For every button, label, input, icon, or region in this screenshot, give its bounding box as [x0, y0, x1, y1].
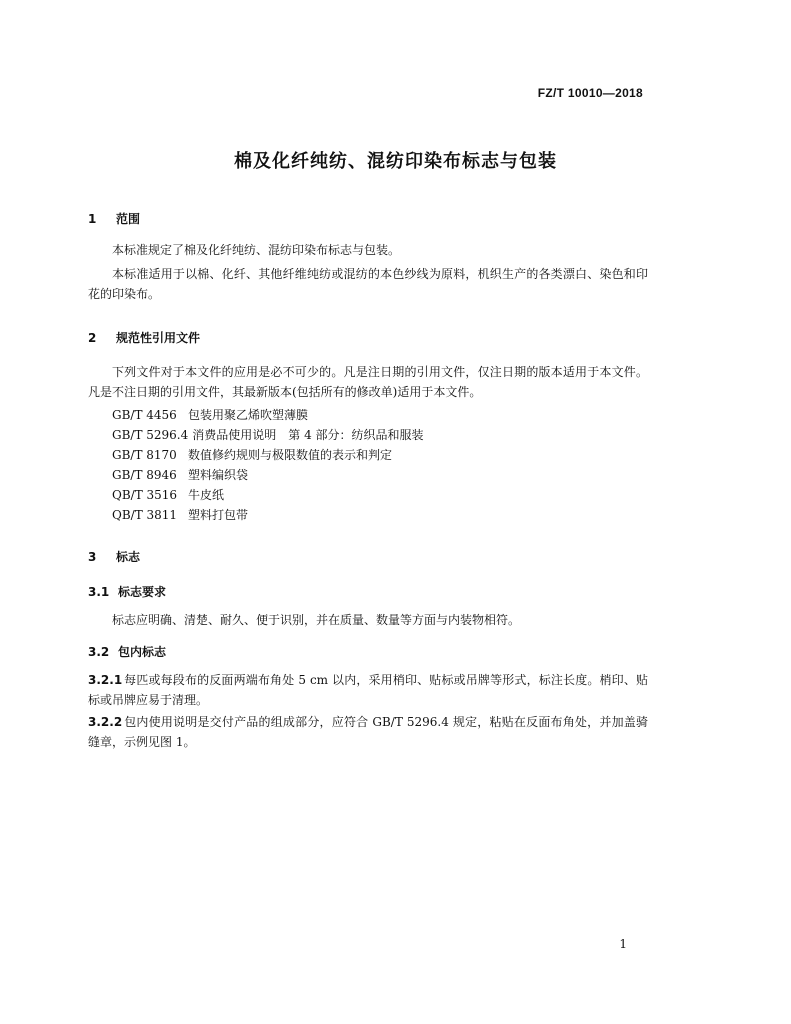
reference-item [112, 425, 424, 445]
reference-title: 数值修约规则与极限数值的表示和判定 [188, 448, 393, 462]
clause-text: 包内使用说明是交付产品的组成部分，应符合 GB/T 5296.4 规定，粘贴在反面布角处，并加盖骑缝章，示例见图 1。 [88, 715, 648, 749]
clause-number: 3.2.1 [88, 673, 123, 687]
reference-title: 包装用聚乙烯吹塑薄膜 [188, 408, 309, 422]
reference-item [112, 505, 424, 525]
document-code: FZ/T 10010—2018 [537, 86, 643, 100]
section-number: 1 [88, 212, 97, 226]
reference-item [112, 445, 424, 465]
reference-code: GB/T 4456 [112, 408, 177, 422]
reference-title: 塑料编织袋 [188, 468, 249, 482]
reference-title: 塑料打包带 [188, 508, 249, 522]
reference-code: GB/T 8170 [112, 448, 177, 462]
clause-3-2-1 [88, 670, 648, 710]
section-3-1-paragraph: 标志应明确、清楚、耐久、便于识别，并在质量、数量等方面与内装物相符。 [112, 613, 521, 627]
section-3-1-heading [88, 583, 166, 600]
reference-item [112, 405, 424, 425]
section-title: 包内标志 [118, 645, 167, 659]
reference-code: QB/T 3516 [112, 488, 178, 502]
section-number: 3.1 [88, 585, 110, 599]
reference-item [112, 485, 424, 505]
clause-number: 3.2.2 [88, 715, 123, 729]
section-1-paragraph-2: 本标准适用于以棉、化纤、其他纤维纯纺或混纺的本色纱线为原料，机织生产的各类漂白、染色和印花的印染布。 [88, 267, 648, 301]
section-number: 3.2 [88, 645, 110, 659]
document-title: 棉及化纤纯纺、混纺印染布标志与包装 [234, 151, 557, 172]
section-number: 3 [88, 550, 97, 564]
reference-title: 牛皮纸 [188, 488, 225, 502]
clause-3-2-2 [88, 712, 648, 752]
reference-item [112, 465, 424, 485]
section-number: 2 [88, 331, 97, 345]
section-title: 标志 [116, 550, 141, 564]
reference-code: GB/T 8946 [112, 468, 177, 482]
section-3-heading [88, 548, 140, 565]
section-title: 规范性引用文件 [116, 331, 201, 345]
reference-code: GB/T 5296.4 [112, 428, 189, 442]
section-1-paragraph-1: 本标准规定了棉及化纤纯纺、混纺印染布标志与包装。 [112, 243, 401, 257]
section-3-2-heading [88, 643, 166, 660]
page-number: 1 [619, 937, 627, 951]
section-2-heading [88, 329, 200, 346]
reference-title: 消费品使用说明 第 4 部分：纺织品和服装 [192, 428, 424, 442]
section-title: 范围 [116, 212, 141, 226]
reference-code: QB/T 3811 [112, 508, 178, 522]
section-2-intro: 下列文件对于本文件的应用是必不可少的。凡是注日期的引用文件，仅注日期的版本适用于本文件。凡是不注日期的引用文件，其最新版本(包括所有的修改单)适用于本文件。 [88, 365, 648, 399]
clause-text: 每匹或每段布的反面两端布角处 5 cm 以内，采用梢印、贴标或吊牌等形式，标注长度。梢印、贴标或吊牌应易于清理。 [88, 673, 648, 707]
section-1-heading [88, 210, 140, 227]
section-title: 标志要求 [118, 585, 167, 599]
reference-list [112, 405, 424, 525]
